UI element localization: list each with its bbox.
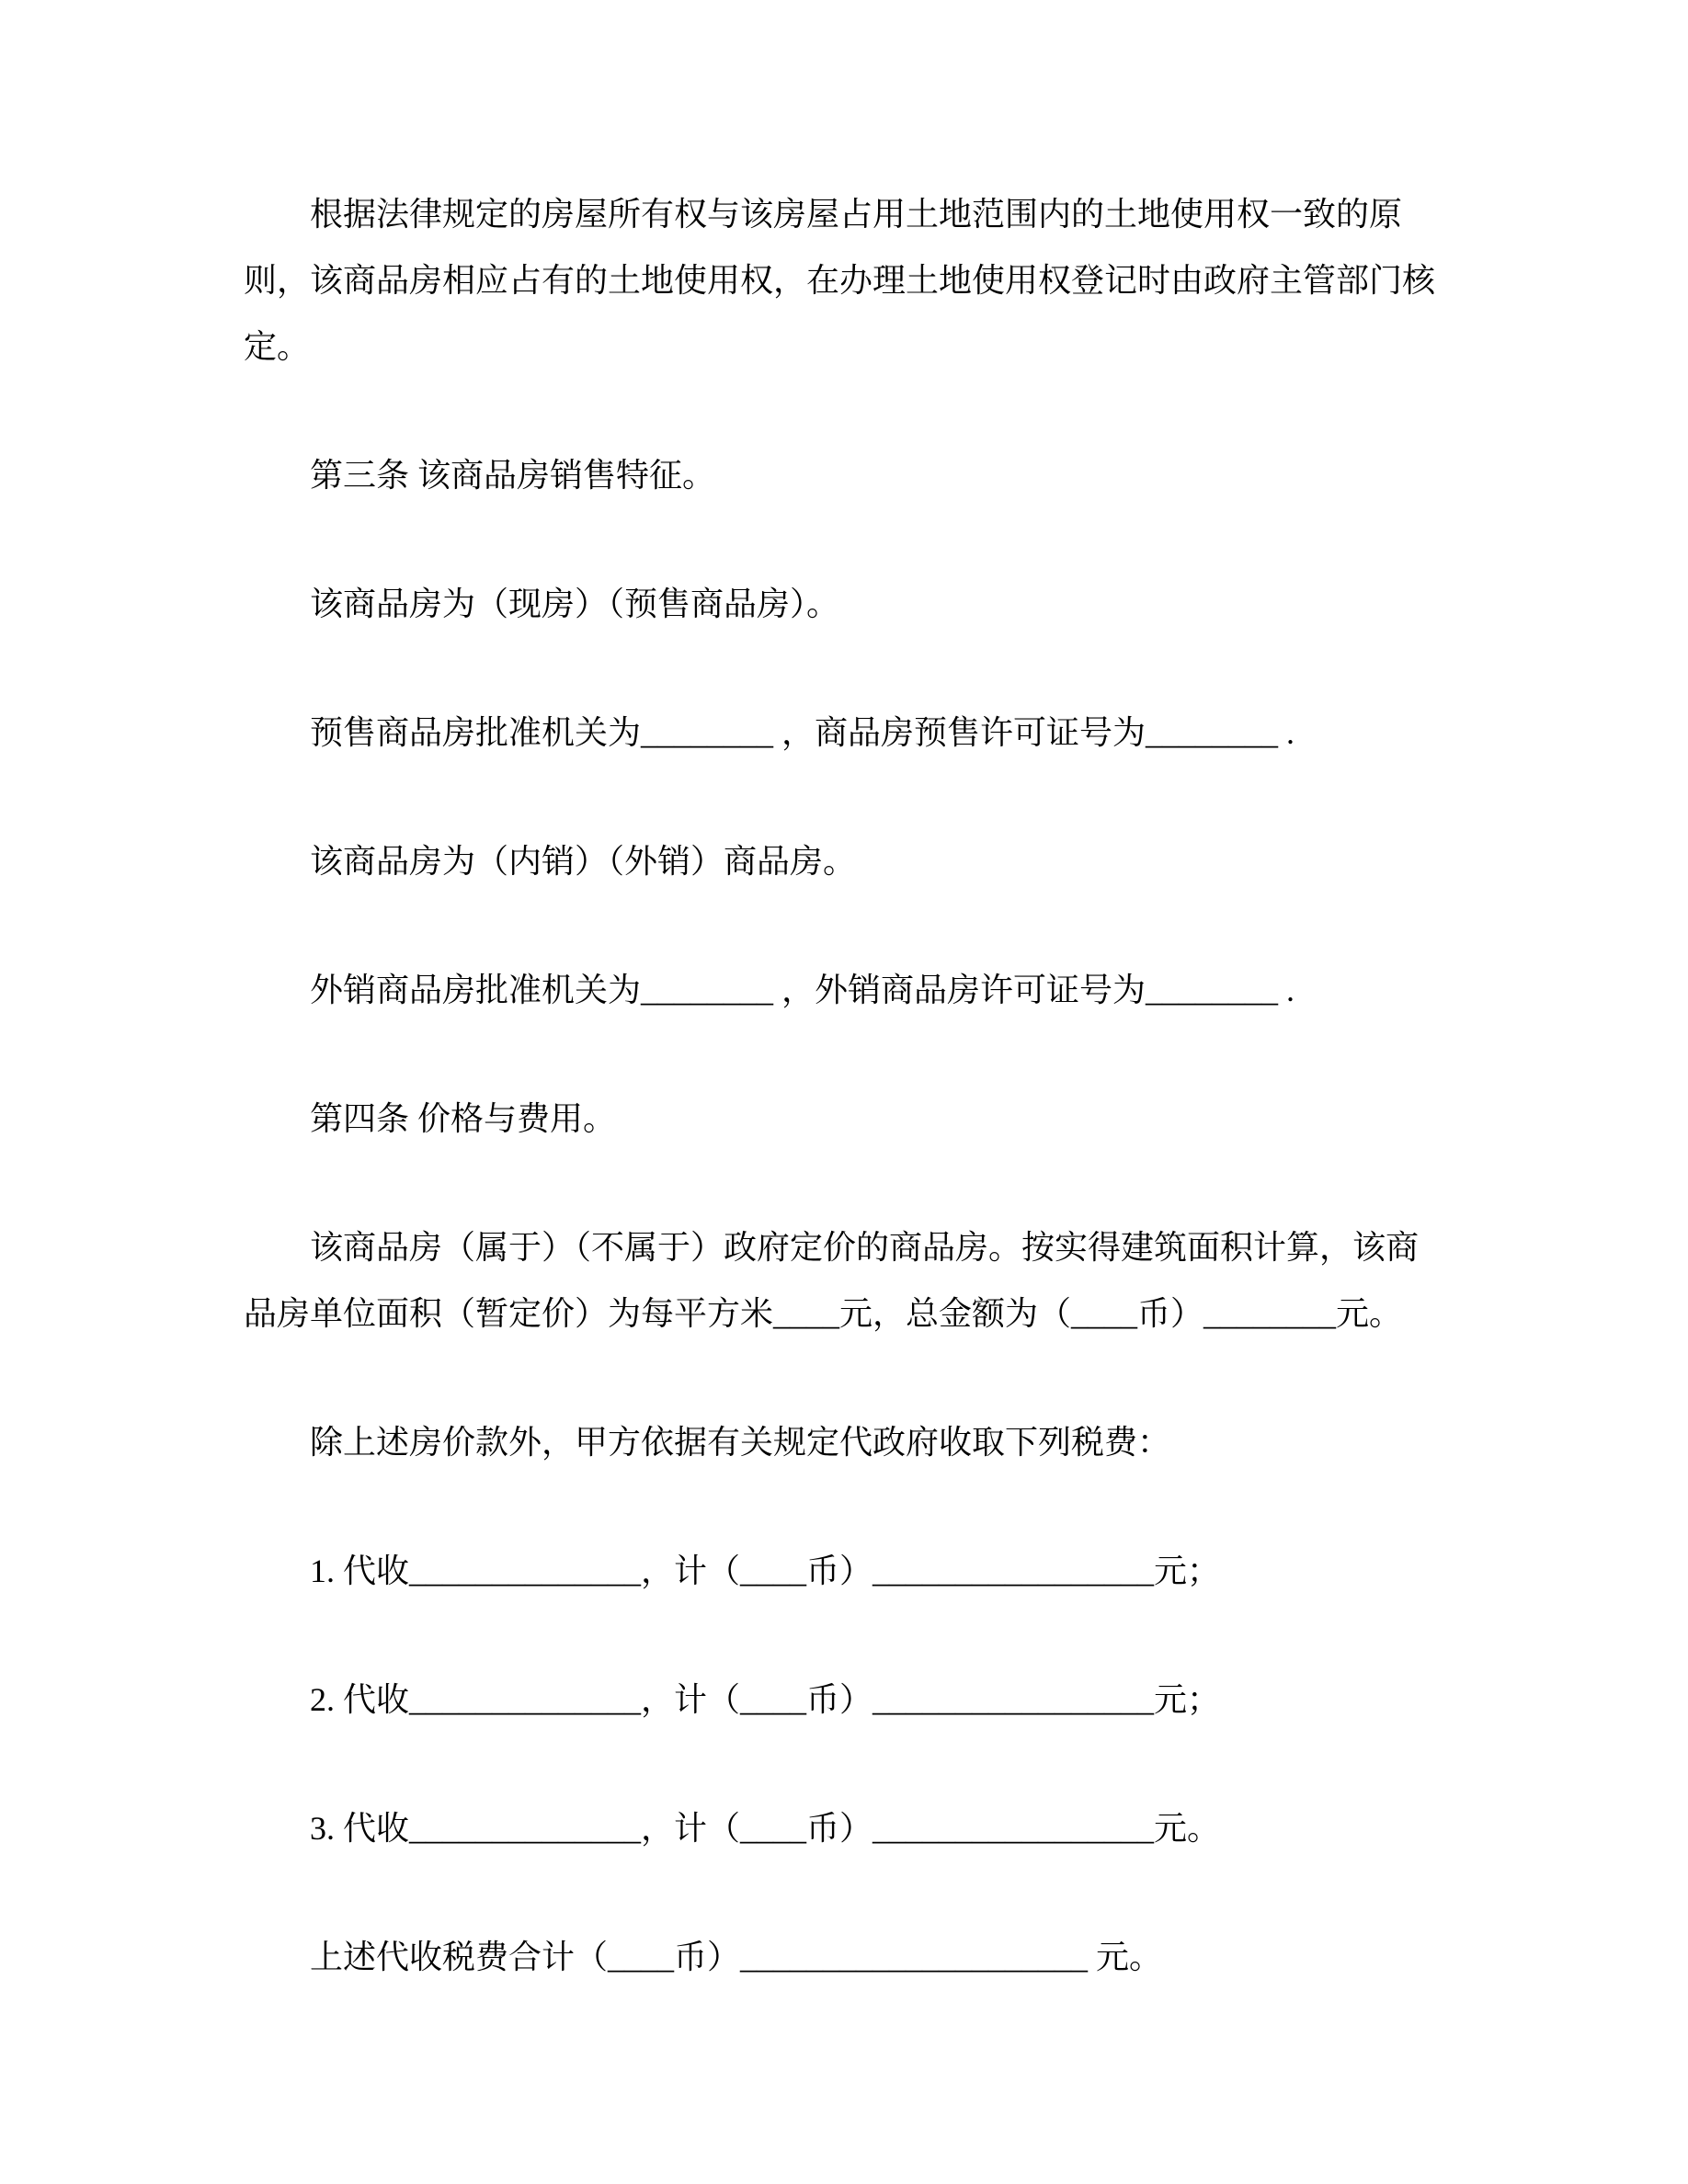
fill-in-blank-line: 品房单位面积（暂定价）为每平方米____元，总金额为（____币）________元。 bbox=[244, 1295, 1403, 1332]
paragraph-collect-total bbox=[244, 1924, 1448, 1990]
text-line: 该商品房为（现房）（预售商品房）。 bbox=[310, 586, 840, 622]
text-line: 定。 bbox=[244, 328, 311, 365]
fill-in-blank-line: 上述代收税费合计（____币）_____________________ 元。 bbox=[310, 1939, 1163, 1975]
paragraph-land-use-right bbox=[244, 181, 1448, 380]
paragraph-domestic-foreign-sale bbox=[244, 828, 1448, 894]
text-line: 该商品房为（内销）（外销）商品房。 bbox=[310, 843, 857, 880]
contract-text-body bbox=[244, 181, 1448, 1990]
text-line: 根据法律规定的房屋所有权与该房屋占用土地范围内的土地使用权一致的原 bbox=[310, 196, 1403, 233]
clause-heading: 第三条 该商品房销售特征。 bbox=[310, 457, 716, 494]
text-line: 则，该商品房相应占有的土地使用权，在办理土地使用权登记时由政府主管部门核 bbox=[244, 262, 1436, 299]
clause-heading: 第四条 价格与费用。 bbox=[310, 1100, 617, 1137]
text-line: 除上述房价款外，甲方依据有关规定代政府收取下列税费： bbox=[310, 1424, 1171, 1461]
fill-in-blank-line: 3. 代收______________，计（____币）_________________元。 bbox=[310, 1810, 1221, 1847]
paragraph-taxes-intro bbox=[244, 1409, 1448, 1475]
paragraph-clause-4-heading bbox=[244, 1086, 1448, 1152]
paragraph-presale-approval-blank bbox=[244, 700, 1448, 766]
paragraph-foreign-sale-approval-blank bbox=[244, 957, 1448, 1023]
fill-in-blank-line: 预售商品房批准机关为________ ，商品房预售许可证号为________ . bbox=[310, 714, 1295, 751]
text-line: 该商品房（属于）（不属于）政府定价的商品房。按实得建筑面积计算，该商 bbox=[310, 1229, 1420, 1266]
paragraph-collect-item-2 bbox=[244, 1666, 1448, 1733]
fill-in-blank-line: 1. 代收______________，计（____币）_________________元； bbox=[310, 1553, 1221, 1589]
paragraph-collect-item-3 bbox=[244, 1795, 1448, 1861]
fill-in-blank-line: 外销商品房批准机关为________ ，外销商品房许可证号为________ . bbox=[310, 972, 1295, 1008]
paragraph-clause-3-heading bbox=[244, 442, 1448, 508]
paragraph-house-type-presale bbox=[244, 571, 1448, 637]
paragraph-price-terms bbox=[244, 1214, 1448, 1347]
fill-in-blank-line: 2. 代收______________，计（____币）_________________元； bbox=[310, 1681, 1221, 1718]
paragraph-collect-item-1 bbox=[244, 1538, 1448, 1604]
